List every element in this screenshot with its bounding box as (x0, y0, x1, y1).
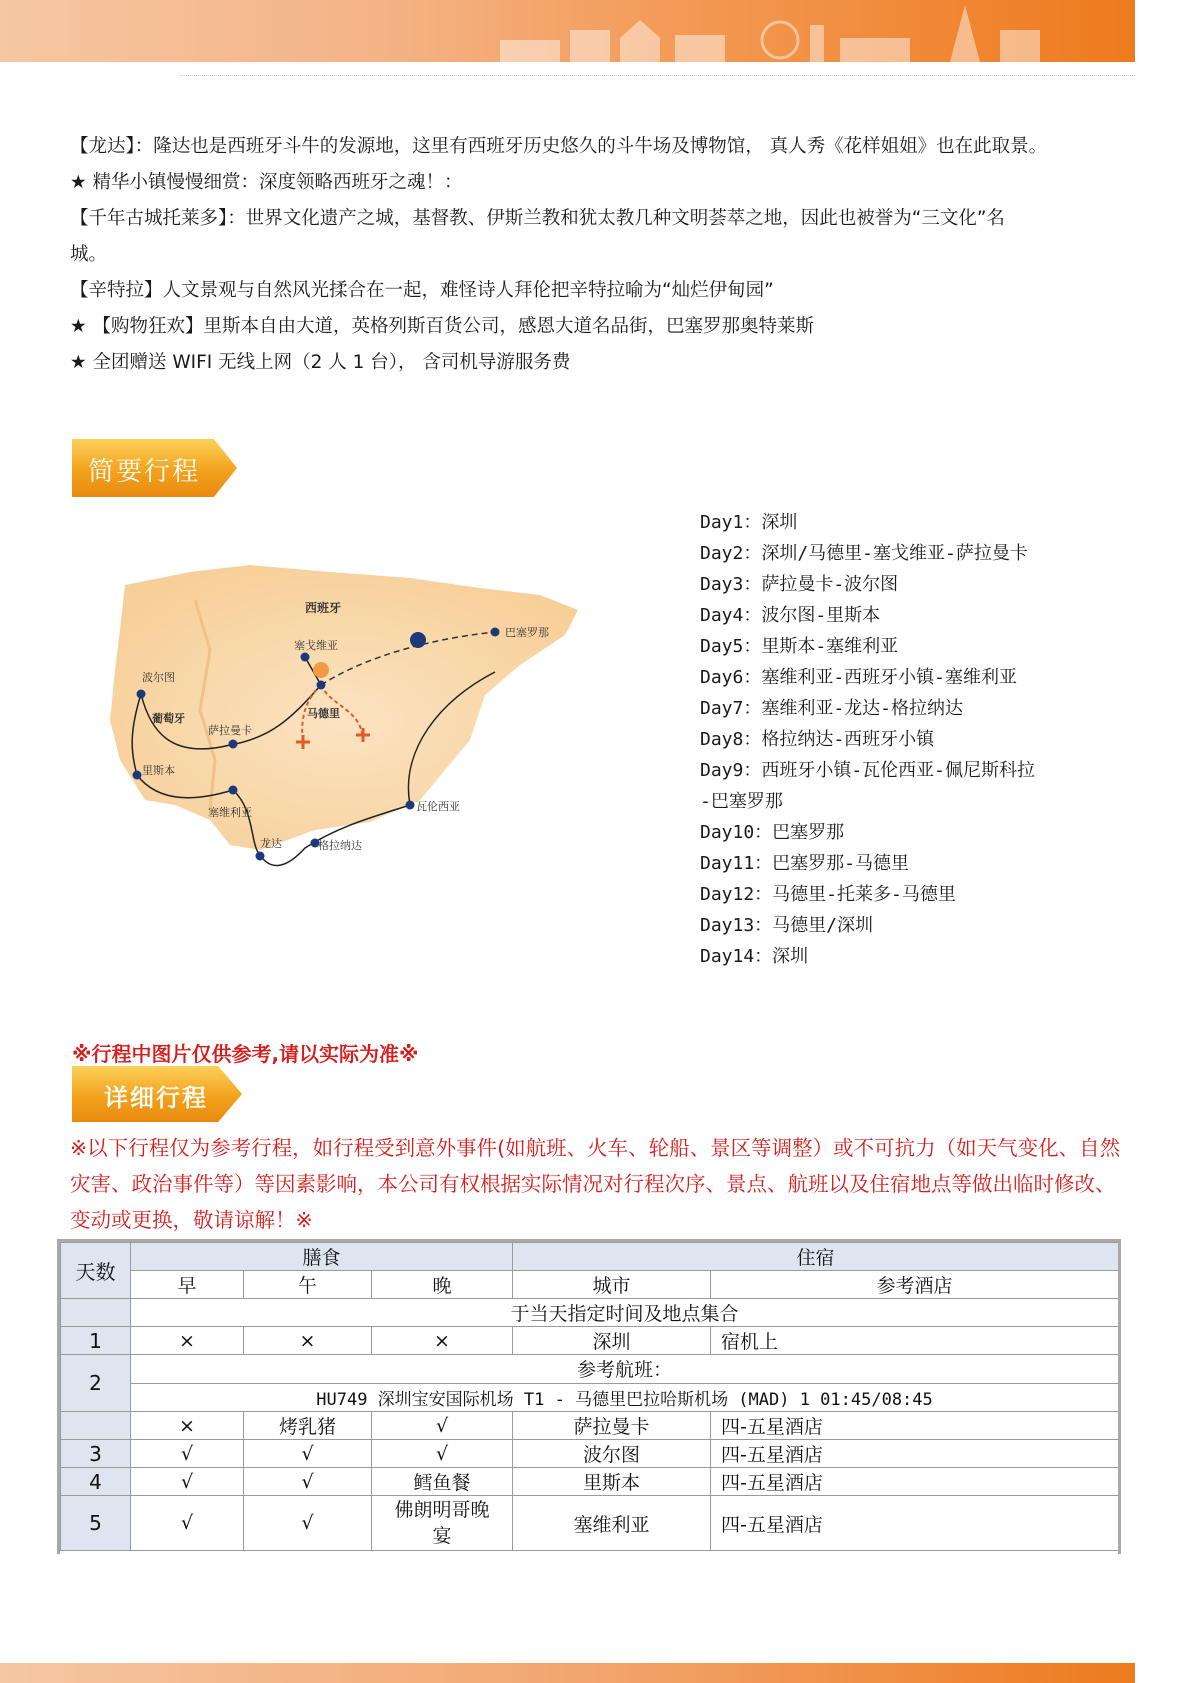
city-label: 巴塞罗那 (505, 626, 549, 639)
city-cell: 塞维利亚 (513, 1496, 711, 1551)
day-item: Day1：深圳 (700, 512, 798, 533)
header-meals: 膳食 (131, 1243, 513, 1271)
table-row (61, 1327, 1119, 1355)
city-dot (256, 852, 265, 861)
header-breakfast: 早 (131, 1271, 244, 1299)
skyline-decoration (480, 0, 1080, 62)
highlight-line: ★ 【购物狂欢】里斯本自由大道，英格列斯百货公司，感恩大道名品街，巴塞罗那奥特莱斯 (70, 316, 814, 337)
dinner-cell: × (372, 1327, 513, 1355)
header-hotel: 参考酒店 (711, 1271, 1119, 1299)
city-label: 瓦伦西亚 (416, 800, 460, 813)
day-item: Day14：深圳 (700, 946, 809, 967)
day-item: Day11：巴塞罗那-马德里 (700, 853, 910, 874)
table-row (61, 1468, 1119, 1496)
header-dinner: 晚 (372, 1271, 513, 1299)
breakfast-cell: √ (131, 1468, 244, 1496)
header-lunch: 午 (244, 1271, 372, 1299)
city-dot (133, 771, 142, 780)
city-dot (137, 690, 146, 699)
table-row (61, 1412, 1119, 1440)
train-icon (410, 632, 426, 648)
city-dot (229, 786, 238, 795)
lunch-cell: √ (244, 1440, 372, 1468)
flight-label: 参考航班： (131, 1355, 1119, 1384)
table-row (61, 1440, 1119, 1468)
day-cell: 5 (61, 1496, 131, 1551)
city-dot (406, 801, 415, 810)
table-row (61, 1355, 1119, 1384)
city-label: 格拉纳达 (318, 839, 362, 852)
highlight-line: 【辛特拉】人文景观与自然风光揉合在一起，难怪诗人拜伦把辛特拉喻为“灿烂伊甸园” (70, 280, 774, 301)
madrid-pin-icon (313, 662, 329, 678)
day-item: Day2：深圳/马德里-塞戈维亚-萨拉曼卡 (700, 543, 1028, 564)
city-label: 马德里 (307, 707, 340, 720)
route-map (100, 560, 600, 920)
day-item: -巴塞罗那 (700, 791, 783, 812)
header-stay: 住宿 (513, 1243, 1119, 1271)
lunch-cell: 烤乳猪 (244, 1412, 372, 1440)
assemble-note: 于当天指定时间及地点集合 (131, 1299, 1119, 1327)
day-item: Day8：格拉纳达-西班牙小镇 (700, 729, 935, 750)
day-cell: 4 (61, 1468, 131, 1496)
hotel-cell: 四-五星酒店 (711, 1496, 1119, 1551)
day-item: Day10：巴塞罗那 (700, 822, 845, 843)
day-item: Day5：里斯本-塞维利亚 (700, 636, 899, 657)
dinner-cell: 佛朗明哥晚宴 (372, 1496, 513, 1551)
highlight-line: ★ 精华小镇慢慢细赏：深度领略西班牙之魂！： (70, 172, 463, 193)
city-dot (317, 681, 326, 690)
day-item: Day12：马德里-托莱多-马德里 (700, 884, 956, 905)
city-dot (229, 740, 238, 749)
highlight-line: 城。 (70, 244, 108, 265)
footer-band (0, 1663, 1135, 1683)
city-cell: 深圳 (513, 1327, 711, 1355)
country-label-portugal: 葡萄牙 (152, 712, 185, 725)
banner-title: 简要行程 (88, 457, 201, 487)
hotel-cell: 四-五星酒店 (711, 1412, 1119, 1440)
detail-itinerary-banner (72, 1066, 242, 1122)
city-cell: 波尔图 (513, 1440, 711, 1468)
iberia-landmass (110, 565, 578, 850)
hotel-cell: 四-五星酒店 (711, 1440, 1119, 1468)
city-label: 龙达 (260, 837, 282, 850)
hotel-cell: 宿机上 (711, 1327, 1119, 1355)
brief-itinerary-banner (72, 439, 237, 497)
city-cell: 里斯本 (513, 1468, 711, 1496)
city-label: 波尔图 (142, 671, 175, 684)
city-label: 塞戈维亚 (294, 639, 338, 652)
lunch-cell: √ (244, 1468, 372, 1496)
breakfast-cell: √ (131, 1496, 244, 1551)
header-city: 城市 (513, 1271, 711, 1299)
day-item: Day13：马德里/深圳 (700, 915, 874, 936)
flight-info: HU749 深圳宝安国际机场 T1 - 马德里巴拉哈斯机场 (MAD) 1 01:45/08:45 (131, 1383, 1119, 1412)
itinerary-table (57, 1239, 1121, 1554)
city-label: 塞维利亚 (208, 806, 252, 819)
breakfast-cell: √ (131, 1440, 244, 1468)
day-cell (61, 1299, 131, 1327)
header-days: 天数 (61, 1243, 131, 1299)
day-item: Day4：波尔图-里斯本 (700, 605, 881, 626)
dinner-cell: √ (372, 1412, 513, 1440)
day-cell (61, 1412, 131, 1440)
hotel-cell: 四-五星酒店 (711, 1468, 1119, 1496)
lunch-cell: √ (244, 1496, 372, 1551)
day-cell: 3 (61, 1440, 131, 1468)
city-dot (301, 653, 310, 662)
itinerary-disclaimer: ※以下行程仅为参考行程，如行程受到意外事件(如航班、火车、轮船、景区等调整）或不可抗力（如天气变化、自然灾害、政治事件等）等因素影响，本公司有权根据实际情况对行程次序、景点、航班以及住宿地点等做出临时修改、变动或更换，敬请谅解！※ (70, 1136, 1121, 1232)
image-disclaimer: ※行程中图片仅供参考,请以实际为准※ (72, 1042, 419, 1066)
dinner-cell: 鳕鱼餐 (372, 1468, 513, 1496)
day-cell: 2 (61, 1355, 131, 1412)
highlight-line: 【龙达】：隆达也是西班牙斗牛的发源地，这里有西班牙历史悠久的斗牛场及博物馆， 真人秀《花样姐姐》也在此取景。 (70, 136, 1048, 157)
highlight-line: ★ 全团赠送 WIFI 无线上网（2 人 1 台）， 含司机导游服务费 (70, 352, 571, 373)
city-cell: 萨拉曼卡 (513, 1412, 711, 1440)
breakfast-cell: × (131, 1412, 244, 1440)
day-cell: 1 (61, 1327, 131, 1355)
highlight-line: 【千年古城托莱多】：世界文化遗产之城，基督教、伊斯兰教和犹太教几种文明荟萃之地，因此也被誉为“三文化”名 (70, 208, 1005, 229)
city-dot (491, 628, 500, 637)
day-item: Day9：西班牙小镇-瓦伦西亚-佩尼斯科拉 (700, 760, 1036, 781)
lunch-cell: × (244, 1327, 372, 1355)
day-item: Day3：萨拉曼卡-波尔图 (700, 574, 899, 595)
day-item: Day6：塞维利亚-西班牙小镇-塞维利亚 (700, 667, 1018, 688)
country-label-spain: 西班牙 (305, 601, 342, 615)
city-label: 里斯本 (142, 764, 175, 777)
banner-title: 详细行程 (104, 1084, 208, 1112)
city-label: 萨拉曼卡 (208, 724, 252, 737)
breakfast-cell: × (131, 1327, 244, 1355)
header-divider (180, 75, 1135, 76)
table-row (61, 1496, 1119, 1551)
dinner-cell: √ (372, 1440, 513, 1468)
day-item: Day7：塞维利亚-龙达-格拉纳达 (700, 698, 964, 719)
